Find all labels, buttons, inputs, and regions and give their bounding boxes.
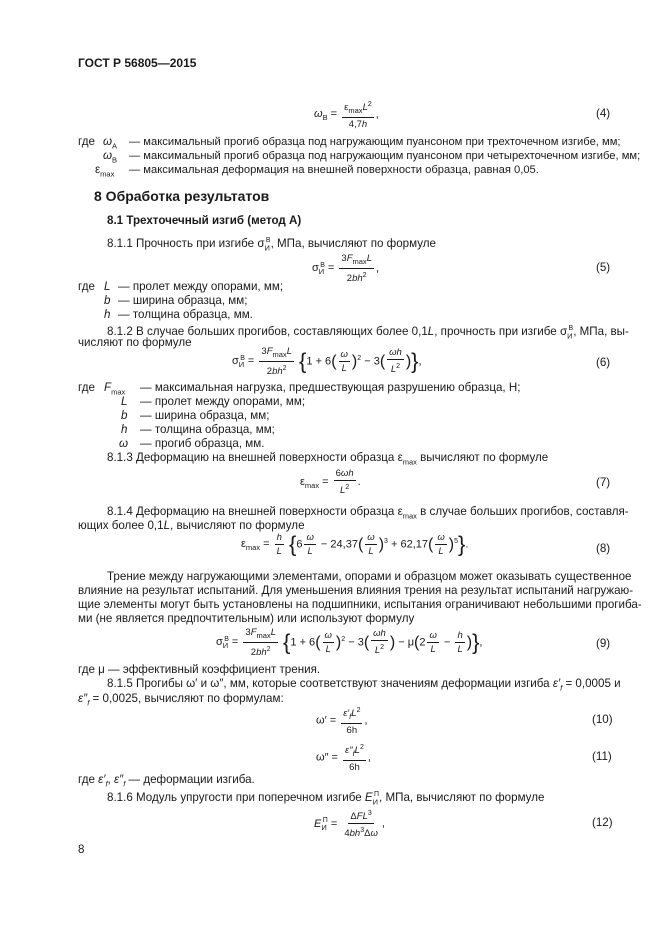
section-title: 8 Обработка результатов [94, 188, 270, 204]
equation-9-number: (9) [596, 637, 611, 650]
equation-4-number: (4) [596, 107, 611, 120]
definition-text: — максимальный прогиб образца под нагружающим пуансоном при четырехточечном изгибе, мм; [129, 150, 641, 162]
equation-6-number: (6) [596, 356, 611, 369]
friction-paragraph-line: ми (не является предпочтительным) или используют формулу [78, 612, 415, 625]
equation-12-number: (12) [592, 816, 613, 829]
definition-symbol: $\omega_А$ [103, 135, 118, 151]
equation-7: $\varepsilon_{max}$ = $\frac{6\omega h}{L^2}$ . [300, 468, 361, 497]
definition-symbol: $\varepsilon_{max}$ [95, 163, 115, 179]
definition-symbol: $\omega_В$ [103, 149, 118, 165]
definition-where-label: где [78, 135, 95, 148]
definition-text: — прогиб образца, мм. [140, 437, 265, 450]
equation-7-number: (7) [596, 476, 611, 489]
definition-text: — максимальная деформация на внешней поверхности образца, равная 0,05. [129, 164, 539, 176]
strain-definition: где $\varepsilon'_f$, $\varepsilon''_f$ — деформации изгиба. [78, 773, 255, 789]
equation-5: $\sigma_И^В$ = $\frac{3F_{max}L}{2bh^2}$ , [312, 253, 380, 285]
definition-symbol: $F_{max}$ [104, 381, 126, 397]
definition-symbol: b [104, 294, 111, 307]
definition-symbol: ω [119, 437, 129, 450]
mu-definition: где μ — эффективный коэффициент трения. [78, 663, 321, 676]
equation-9: $\sigma_И^В$ = $\frac{3F_{max}L}{2bh^2}$ {1 + 6( $\frac{\omega}{L}$ )$^2$ − 3( $\frac{\omega h}{L^2}$ ) − μ(2 $\frac{\omega}{L}$ − $\frac{h}{L}$ )}, [216, 627, 483, 659]
equation-10: ω′ = $\frac{\varepsilon'_fL^2}{6h}$ , [316, 707, 368, 737]
paragraph-8-1-1: 8.1.1 Прочность при изгибе $\sigma_И^В$, МПа, вычисляют по формуле [107, 236, 436, 253]
paragraph-8-1-2-line2: числяют по формуле [78, 336, 192, 349]
friction-paragraph-line: Трение между нагружающими элементами, опорами и образцом может оказывать существенное [107, 570, 632, 583]
definition-text: — толщина образца, мм; [140, 423, 275, 436]
paragraph-8-1-2-line1: 8.1.2 В случае больших прогибов, составляющих более 0,1L, прочность при изгибе $\sigma_И^В$, МПа, вы- [107, 324, 629, 341]
equation-12: $E_И^П$ = $\frac{\Delta FL^3}{4bh^3\Delta\omega}$ , [314, 810, 385, 840]
paragraph-8-1-3: 8.1.3 Деформацию на внешней поверхности образца $\varepsilon_{max}$ вычисляют по формуле [107, 451, 549, 467]
definition-text: — ширина образца, мм; [140, 409, 270, 422]
definition-where-label: где [78, 280, 95, 293]
definition-symbol: b [121, 409, 128, 422]
paragraph-8-1-5-line2: $\varepsilon''_f = 0,0025$, вычисляют по формулам: [78, 692, 284, 708]
definition-text: — толщина образца, мм. [118, 308, 253, 321]
paragraph-8-1-4-line1: 8.1.4 Деформацию на внешней поверхности образца $\varepsilon_{max}$ в случае больших прогибов, составля- [107, 505, 629, 521]
equation-8: $\varepsilon_{max}$ = $\frac{h}{L}$ {6 $\frac{\omega}{L}$ − 24,37( $\frac{\omega}{L}$ )$^3$ + 62,17( $\frac{\omega}{L}$ )$^5$}. [241, 531, 469, 557]
definition-symbol: h [104, 308, 111, 321]
equation-5-number: (5) [596, 261, 611, 274]
equation-11-number: (11) [592, 750, 612, 763]
equation-4: $\omega_В$ = $\frac{\varepsilon_{max}L^2}{4,7h}$ , [314, 101, 379, 131]
friction-paragraph-line: влияние на результат испытаний. Для уменьшения влияния трения на результат испытаний нагружаю- [78, 584, 634, 597]
definition-symbol: h [121, 423, 128, 436]
subsection-title: 8.1 Трехточечный изгиб (метод А) [107, 214, 302, 227]
equation-8-number: (8) [596, 542, 611, 555]
definition-symbol: L [104, 280, 111, 293]
page-number: 8 [78, 843, 85, 856]
friction-paragraph-line: щие элементы могут быть установлены на подшипники, испытания ограничивают небольшими прогиба- [78, 598, 642, 611]
definition-text: — максимальная нагрузка, предшествующая разрушению образца, Н; [140, 381, 521, 394]
paragraph-8-1-4-line2: ющих более 0,1L, вычисляют по формуле [78, 519, 305, 532]
paragraph-8-1-6: 8.1.6 Модуль упругости при поперечном изгибе $E_И^П$, МПа, вычисляют по формуле [107, 790, 545, 807]
definition-symbol: L [121, 395, 128, 408]
equation-6: $\sigma_И^В$ = $\frac{3F_{max}L}{2bh^2}$ {1 + 6( $\frac{\omega}{L}$ )$^2$ − 3( $\frac{\omega h}{L^2}$ )}, [232, 346, 422, 378]
definition-text: — пролет между опорами, мм; [140, 395, 306, 408]
paragraph-8-1-5-line1: 8.1.5 Прогибы ω′ и ω″, мм, которые соответствуют значениям деформации изгиба $\varepsilon'_f = 0,0005$ и [107, 677, 621, 693]
equation-11: ω″ = $\frac{\varepsilon''_fL^2}{6h}$ , [316, 744, 371, 774]
document-header: ГОСТ Р 56805—2015 [78, 56, 197, 70]
definition-where-label: где [78, 381, 95, 394]
definition-text: — максимальный прогиб образца под нагружающим пуансоном при трехточечном изгибе, мм; [129, 136, 621, 148]
definition-text: — пролет между опорами, мм; [118, 280, 284, 293]
equation-10-number: (10) [592, 713, 613, 726]
definition-text: — ширина образца, мм; [118, 294, 248, 307]
